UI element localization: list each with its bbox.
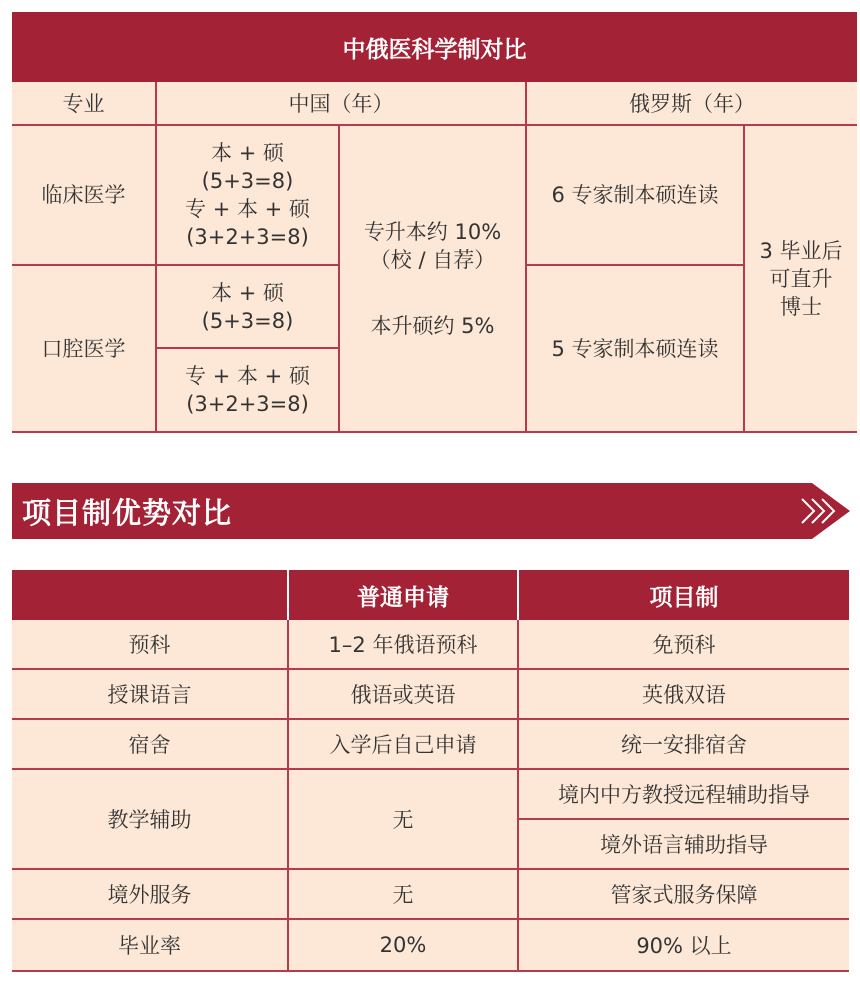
header-empty	[12, 570, 289, 620]
section-title: 项目制优势对比	[22, 495, 233, 530]
program-line: (3+2+3=8)	[186, 392, 309, 416]
china-dental-program-b	[157, 349, 340, 433]
upgrade-rate-note: （校 / 自荐）	[369, 247, 496, 272]
header-china: 中国（年）	[157, 82, 527, 126]
program-line: 本 + 硕	[211, 141, 284, 165]
russia-clinical-program	[527, 126, 745, 266]
china-dental-program-a	[157, 266, 340, 349]
row-normal: 20%	[289, 920, 519, 972]
row-program: 英俄双语	[519, 670, 849, 720]
row-normal: 俄语或英语	[289, 670, 519, 720]
row-item: 授课语言	[12, 670, 289, 720]
row-program: 境外语言辅助指导	[519, 820, 849, 870]
phd-note-line: 3 毕业后	[759, 238, 843, 263]
phd-note-line: 可直升	[769, 266, 833, 291]
upgrade-rate-bachelor: 专升本约 10%	[363, 219, 502, 244]
russia-program-label: 5 专家制本硕连读	[551, 336, 719, 361]
major-clinical-label: 临床医学	[41, 183, 126, 207]
program-line: 专 + 本 + 硕	[185, 197, 310, 221]
upgrade-rates	[340, 126, 527, 433]
phd-note	[745, 126, 857, 433]
row-item: 教学辅助	[12, 770, 289, 870]
major-dental-label: 口腔医学	[41, 336, 126, 361]
row-item: 毕业率	[12, 920, 289, 972]
row-item: 宿舍	[12, 720, 289, 770]
row-normal: 无	[289, 770, 519, 870]
row-program: 90% 以上	[519, 920, 849, 972]
russia-dental-program	[527, 266, 745, 433]
row-normal: 1–2 年俄语预科	[289, 620, 519, 670]
program-line: (5+3=8)	[201, 169, 294, 193]
row-item: 境外服务	[12, 870, 289, 920]
row-program: 管家式服务保障	[519, 870, 849, 920]
program-comparison-table	[12, 570, 849, 972]
row-program: 免预科	[519, 620, 849, 670]
row-normal: 入学后自己申请	[289, 720, 519, 770]
row-program: 统一安排宿舍	[519, 720, 849, 770]
row-normal: 无	[289, 870, 519, 920]
row-program: 境内中方教授远程辅助指导	[519, 770, 849, 820]
phd-note-line: 博士	[780, 294, 822, 319]
program-line: (5+3=8)	[201, 308, 294, 333]
header-major: 专业	[12, 82, 157, 126]
upgrade-rate-master: 本升硕约 5%	[370, 313, 495, 338]
program-line: 本 + 硕	[211, 280, 284, 305]
triple-chevron-right-icon	[796, 493, 844, 529]
major-clinical	[12, 126, 157, 266]
major-dental	[12, 266, 157, 433]
russia-program-label: 6 专家制本硕连读	[551, 183, 719, 207]
header-russia: 俄罗斯（年）	[527, 82, 857, 126]
header-program: 项目制	[519, 570, 849, 620]
academic-system-table	[12, 12, 857, 433]
program-line: (3+2+3=8)	[186, 225, 309, 249]
header-normal: 普通申请	[289, 570, 519, 620]
china-clinical-program	[157, 126, 340, 266]
program-line: 专 + 本 + 硕	[185, 364, 310, 388]
row-item: 预科	[12, 620, 289, 670]
table1-title: 中俄医科学制对比	[12, 12, 857, 82]
